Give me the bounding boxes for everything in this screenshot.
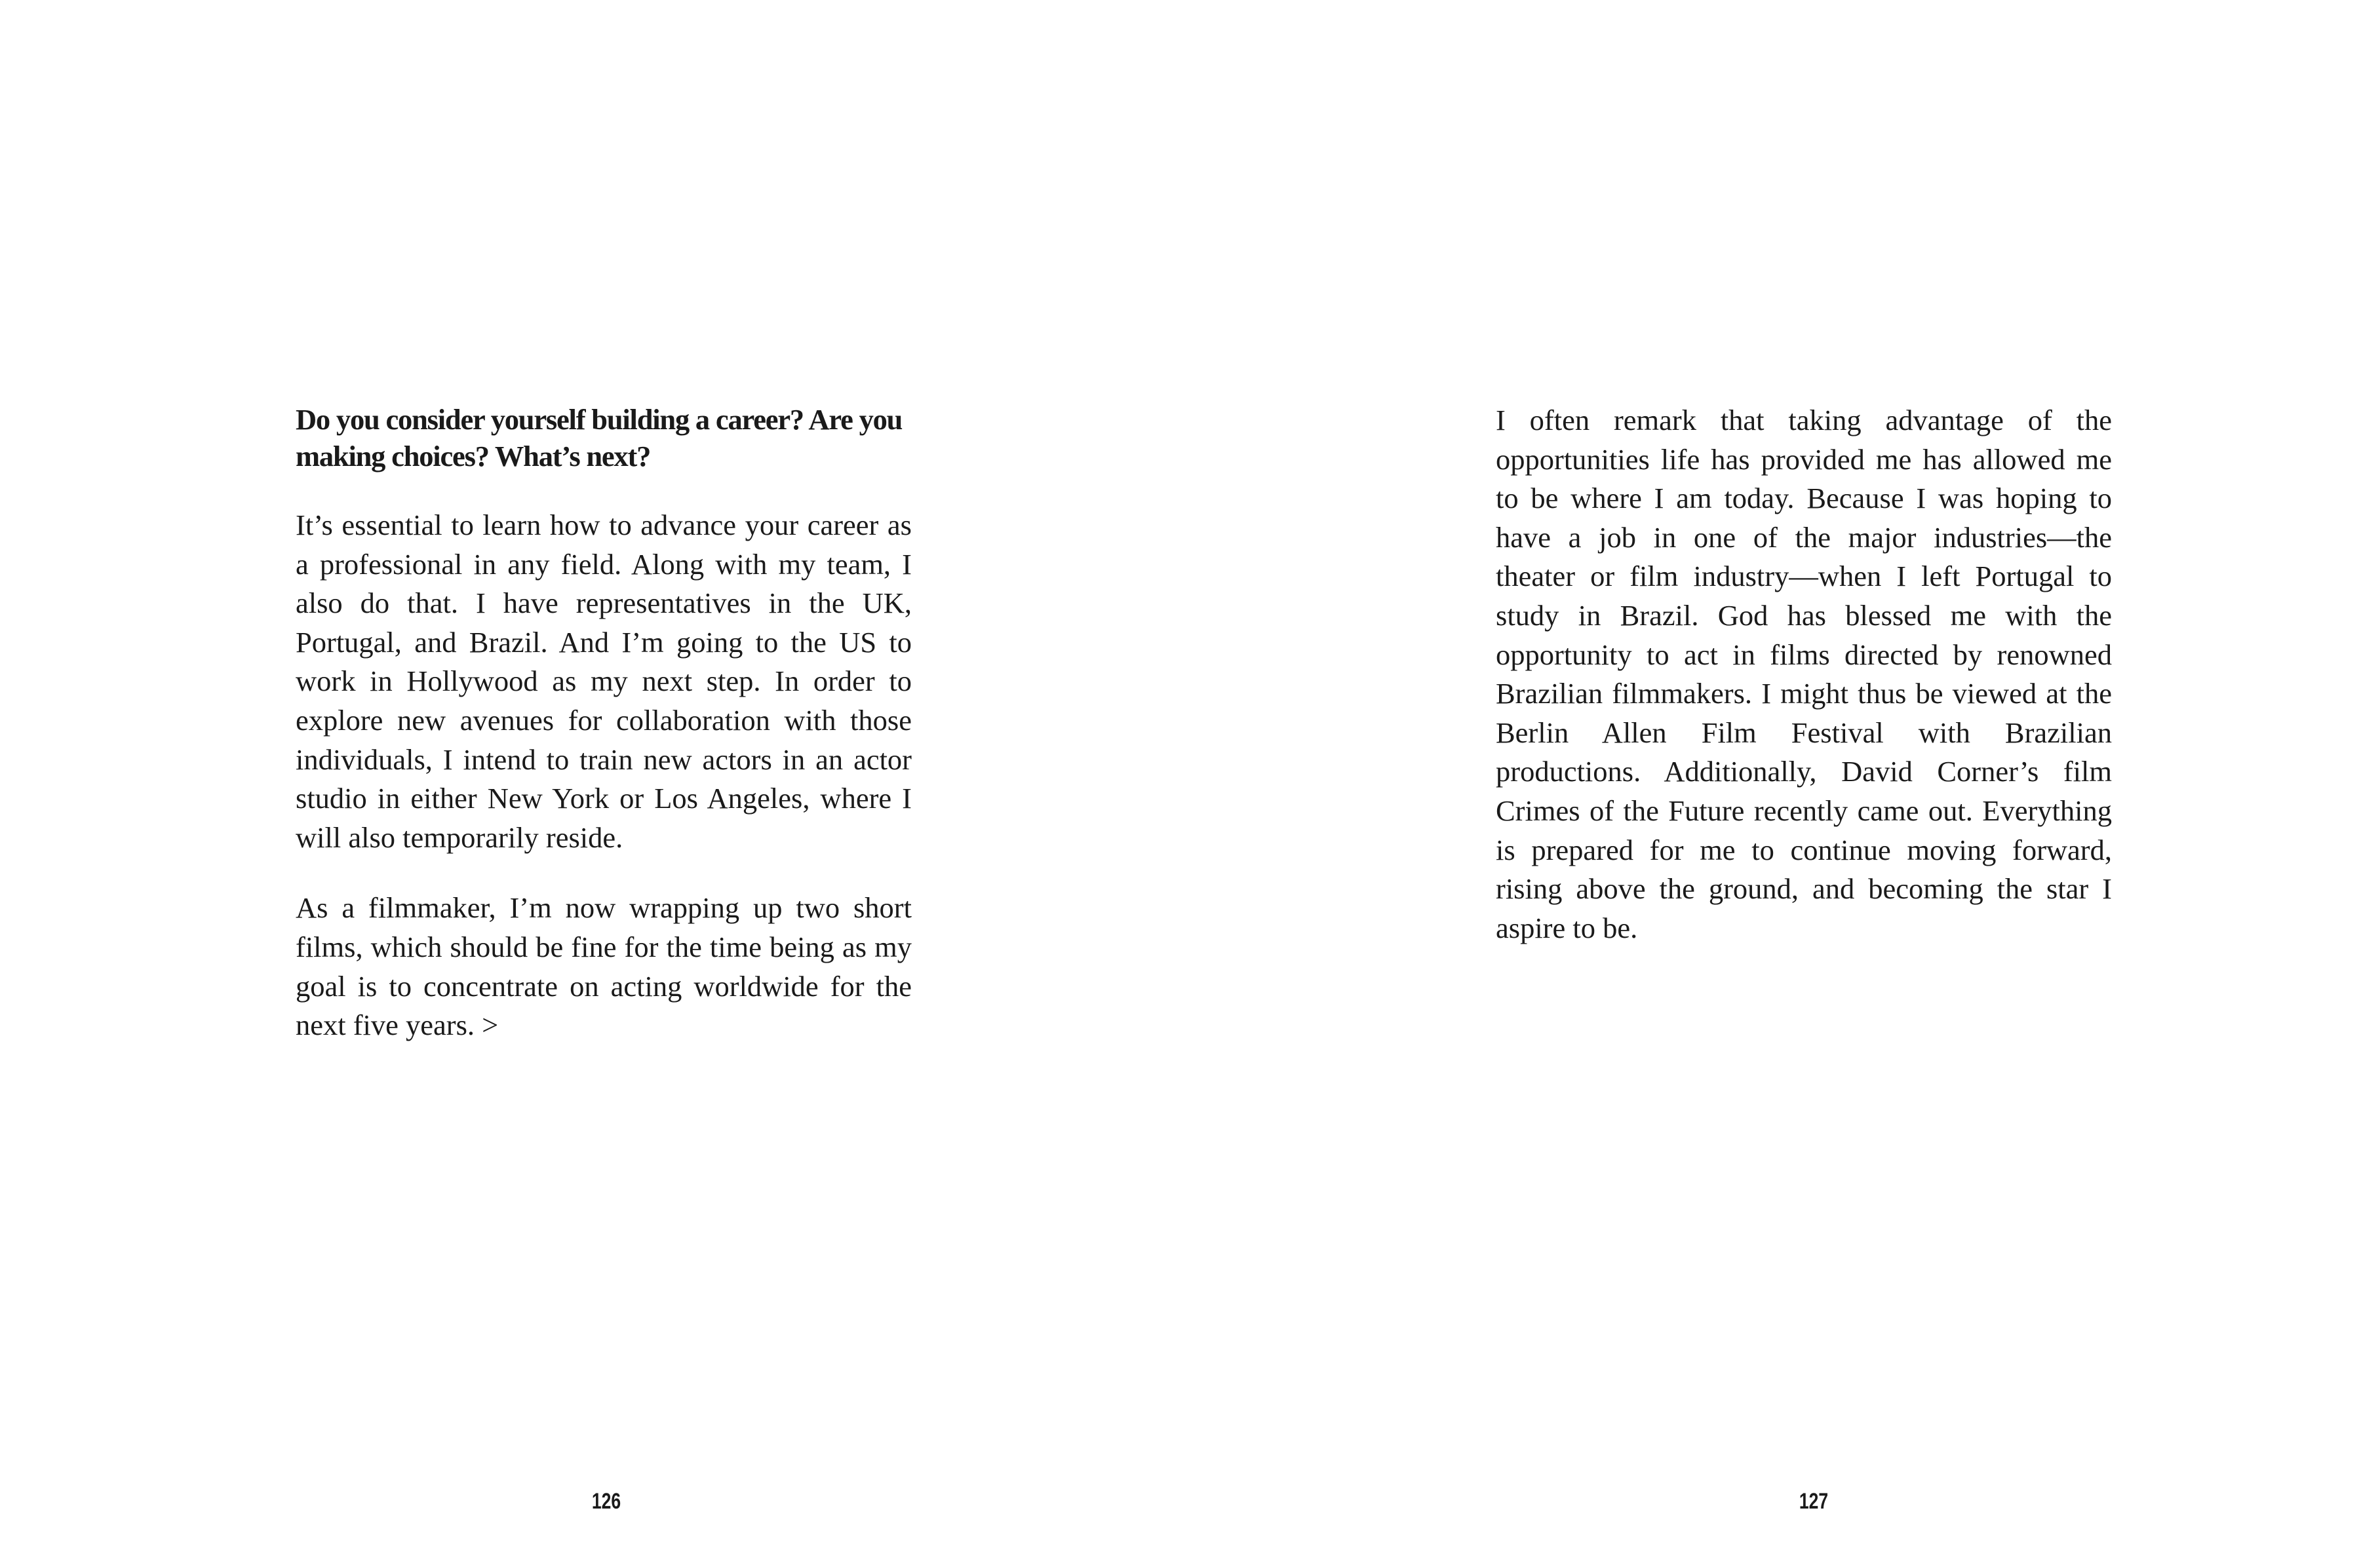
answer-paragraph-3: I often remark that taking advantage of the opportunities life has provided me has allowed me to be where I am today. Because I was hoping to have a job in one of the major industries—the theater or film industry—when I left Portugal to study in Brazil. God has blessed me with the opportunity to act in films directed by renowned Brazilian filmmakers. I might thus be viewed at the Berlin Allen Film Festival with Brazilian productions. Additionally, David Corner’s film Crimes of the Future recently came out. Everything is prepared for me to continue moving forward, rising above the ground, and becoming the star I aspire to be. xyxy=(1496,404,2112,944)
page-number-left: 126 xyxy=(591,1489,621,1514)
answer-paragraph-2: As a filmmaker, I’m now wrapping up two short films, which should be fine for the time being as my goal is to concentrate on acting worldwide for the next five years. > xyxy=(296,891,912,1042)
right-text-column xyxy=(1496,401,2112,948)
answer-paragraph-1: It’s essential to learn how to advance your career as a professional in any field. Along with my team, I also do that. I have representatives in the UK, Portugal, and Brazil. And I’m going to the US to work in Hollywood as my next step. In order to explore new avenues for collaboration with those individuals, I intend to train new actors in an actor studio in either New York or Los Angeles, where I will also temporarily reside. xyxy=(296,509,912,854)
right-page xyxy=(1190,0,2380,1559)
interview-question: Do you consider yourself building a career? Are you making choices? What’s next? xyxy=(296,403,903,472)
page-number-right: 127 xyxy=(1799,1489,1829,1514)
left-text-column xyxy=(296,401,912,1045)
